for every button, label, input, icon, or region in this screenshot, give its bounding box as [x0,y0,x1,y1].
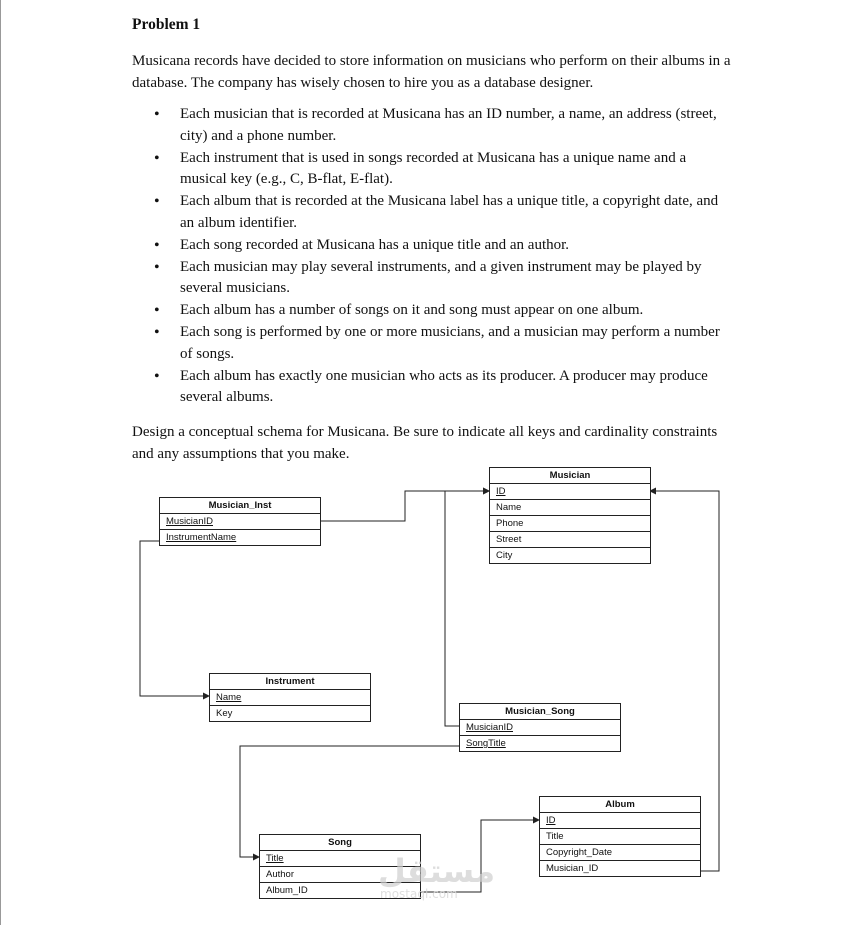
list-item: • Each song is performed by one or more musicians, and a musician may perform a number of songs. [132,322,732,365]
watermark-logo: مستقل [378,852,496,890]
link-musiciansong-musician [445,491,489,726]
watermark-url: mostaql.com [380,887,458,901]
problem-title: Problem 1 [132,16,201,33]
table-title: Musician_Song [460,704,620,720]
table-field: Title [540,829,700,845]
table-field: ID [490,484,650,500]
list-item: • Each album has a number of songs on it and song must appear on one album. [132,300,732,322]
list-item: • Each album that is recorded at the Musicana label has a unique title, a copyright date, and an album identifier. [132,191,732,234]
link-musicianinst-instrument [140,541,209,696]
table-musician-inst [159,497,321,546]
table-field: Musician_ID [546,863,599,874]
table-title: Song [260,835,420,851]
table-field: Copyright_Date [540,845,700,861]
table-album [539,796,701,877]
table-field: ID [540,813,700,829]
list-item: • Each song recorded at Musicana has a unique title and an author. [132,235,732,257]
list-item: • Each musician may play several instruments, and a given instrument may be played by several musicians. [132,257,732,300]
table-field: Street [490,532,650,548]
table-musician [489,467,651,564]
table-field: InstrumentName [166,532,237,543]
table-field: MusicianID [460,720,620,736]
table-field: SongTitle [466,738,506,749]
table-field: Name [210,690,370,706]
table-instrument [209,673,371,722]
list-item: • Each instrument that is used in songs recorded at Musicana has a unique name and a musical key (e.g., C, B-flat, E-flat). [132,148,732,191]
table-title: Musician [490,468,650,484]
table-field: MusicianID [160,514,320,530]
table-field: Album_ID [266,885,308,896]
table-field: Title [260,851,420,867]
table-title: Album [540,797,700,813]
list-item: • Each album has exactly one musician who acts as its producer. A producer may produce several albums. [132,366,732,409]
table-field: Author [260,867,420,883]
link-musicianinst-musician [320,491,489,521]
task-paragraph: Design a conceptual schema for Musicana. Be sure to indicate all keys and cardinality constraints and any assumptions that you make. [132,423,718,462]
intro-paragraph: Musicana records have decided to store information on musicians who perform on their albums in a database. The company has wisely chosen to hire you as a database designer. [132,53,731,91]
list-item: • Each musician that is recorded at Musicana has an ID number, a name, an address (street, city) and a phone number. [132,104,732,147]
table-title: Instrument [210,674,370,690]
table-field: Key [216,708,233,719]
table-field: Name [490,500,650,516]
table-field: City [496,550,513,561]
table-musician-song [459,703,621,752]
table-title: Musician_Inst [160,498,320,514]
table-field: Phone [490,516,650,532]
